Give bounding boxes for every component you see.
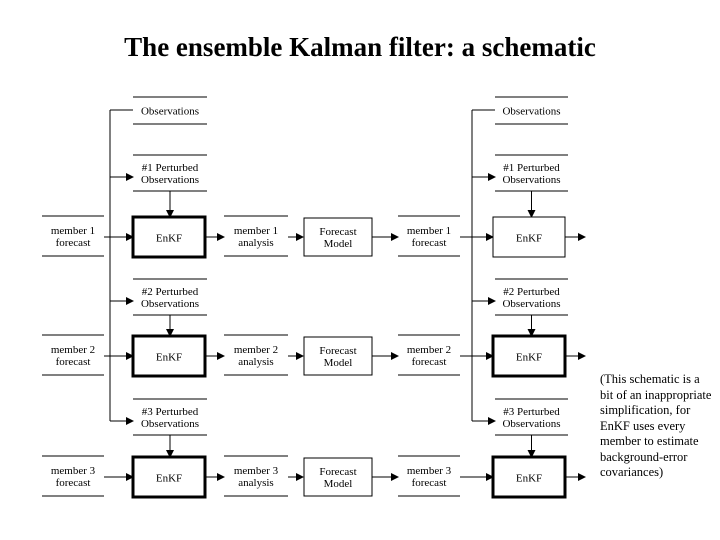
enkf-label-2-2: EnKF [515,351,543,364]
note-text: (This schematic is a bit of an inappropriate simplification, for EnKF uses every member to estimate background-error covariances) [600,372,712,479]
forecast-model-label-3: Forecast Model [319,465,357,490]
member-analysis-1: member 1 analysis [233,224,279,249]
member-analysis-2: member 2 analysis [233,343,279,368]
observations-label-1: Observations [140,105,200,118]
perturbed-obs-3-1: #3 Perturbed Observations [140,405,200,430]
perturbed-obs-1-2: #1 Perturbed Observations [502,161,561,186]
enkf-label-2-1: EnKF [155,351,183,364]
enkf-label-1-1: EnKF [155,232,183,245]
member-forecast-1-1: member 1 forecast [50,224,96,249]
member-analysis-3: member 3 analysis [233,464,279,489]
forecast-model-label-2: Forecast Model [319,344,357,369]
member-forecast-3-1: member 3 forecast [50,464,96,489]
member-forecast-2-2: member 2 forecast [406,343,452,368]
member-forecast-1-2: member 1 forecast [406,224,452,249]
perturbed-obs-2-1: #2 Perturbed Observations [140,285,200,310]
forecast-model-label-1: Forecast Model [319,225,357,250]
observations-label-2: Observations [502,105,561,118]
member-forecast-2-1: member 2 forecast [50,343,96,368]
enkf-label-3-2: EnKF [515,472,543,485]
perturbed-obs-2-2: #2 Perturbed Observations [502,285,561,310]
enkf-label-1-2: EnKF [515,232,543,245]
perturbed-obs-3-2: #3 Perturbed Observations [502,405,561,430]
enkf-label-3-1: EnKF [155,472,183,485]
perturbed-obs-1-1: #1 Perturbed Observations [140,161,200,186]
member-forecast-3-2: member 3 forecast [406,464,452,489]
diagram-title: The ensemble Kalman filter: a schematic [124,32,596,62]
